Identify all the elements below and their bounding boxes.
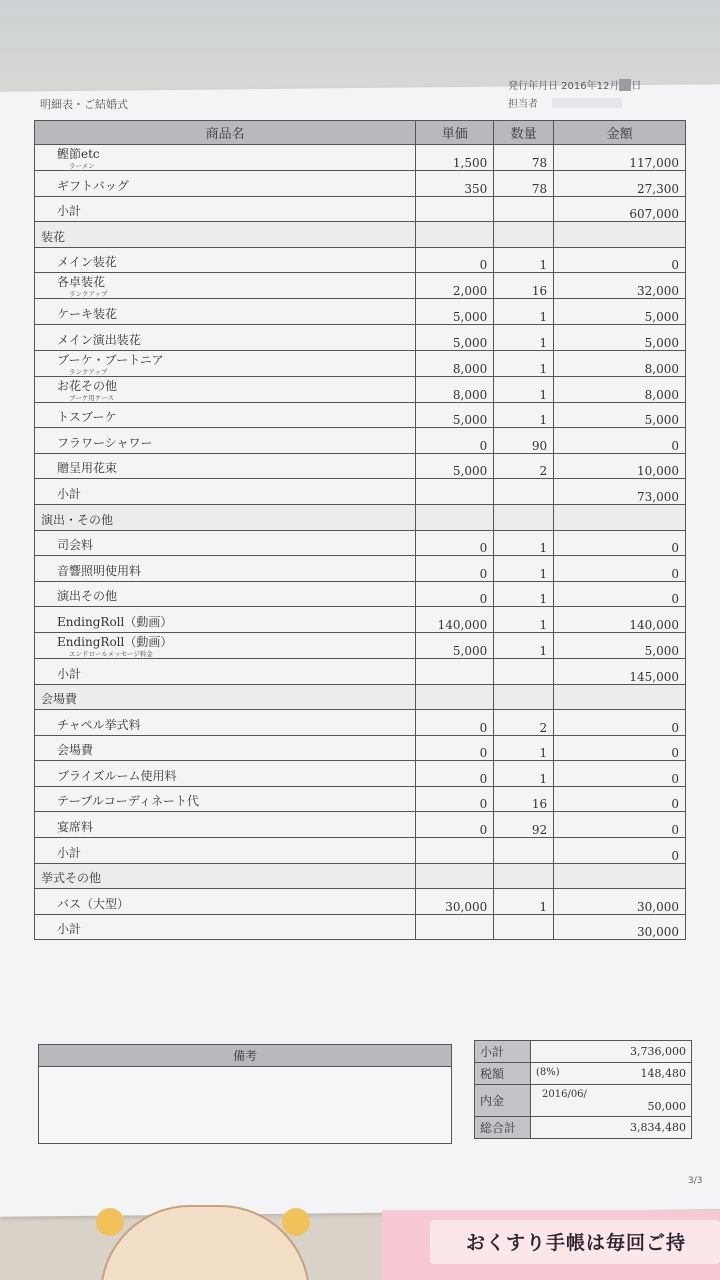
cell-amount: 5,000 bbox=[554, 402, 686, 428]
cell-unit-price: 5,000 bbox=[416, 299, 494, 325]
cell-amount: 8,000 bbox=[554, 376, 686, 402]
cell-amount bbox=[554, 222, 686, 248]
item-name: 会場費 bbox=[57, 743, 94, 758]
invoice-table bbox=[34, 120, 686, 940]
cell-amount: 32,000 bbox=[554, 273, 686, 299]
col-header-amount: 金額 bbox=[554, 121, 686, 145]
cell-unit-price: 5,000 bbox=[416, 453, 494, 479]
cell-quantity: 16 bbox=[494, 786, 554, 812]
remarks-box bbox=[38, 1044, 452, 1144]
deposit-date: 2016/06/ bbox=[542, 1088, 587, 1100]
cell-unit-price: 5,000 bbox=[416, 632, 494, 658]
table-row bbox=[35, 556, 686, 582]
totals-row-tax bbox=[475, 1063, 692, 1085]
cell-quantity bbox=[494, 504, 554, 530]
cell-name bbox=[35, 479, 416, 505]
cell-unit-price: 5,000 bbox=[416, 402, 494, 428]
cell-name bbox=[35, 581, 416, 607]
cell-unit-price bbox=[416, 196, 494, 222]
item-name: トスブーケ bbox=[57, 410, 117, 425]
cell-quantity bbox=[494, 914, 554, 940]
item-name: メイン装花 bbox=[57, 255, 117, 270]
cell-amount: 607,000 bbox=[554, 196, 686, 222]
cell-quantity: 90 bbox=[494, 428, 554, 454]
cell-name bbox=[35, 914, 416, 940]
cell-name bbox=[35, 761, 416, 787]
cell-unit-price bbox=[416, 838, 494, 864]
issue-date-suffix: 日 bbox=[631, 81, 642, 92]
section-row bbox=[35, 863, 686, 889]
table-row bbox=[35, 761, 686, 787]
cell-amount: 5,000 bbox=[554, 632, 686, 658]
item-name: 贈呈用花束 bbox=[57, 461, 118, 476]
cell-name bbox=[35, 607, 416, 633]
cell-name bbox=[35, 735, 416, 761]
cell-unit-price: 0 bbox=[416, 530, 494, 556]
grand-total-value: 3,834,480 bbox=[531, 1117, 692, 1139]
table-row bbox=[35, 710, 686, 736]
item-name: 小計 bbox=[57, 922, 82, 937]
cell-amount: 117,000 bbox=[554, 145, 686, 171]
item-name: 司会料 bbox=[57, 538, 94, 553]
cell-unit-price bbox=[416, 222, 494, 248]
cell-unit-price: 2,000 bbox=[416, 273, 494, 299]
item-note: ランクアップ bbox=[69, 367, 108, 376]
cell-amount: 140,000 bbox=[554, 607, 686, 633]
table-row bbox=[35, 889, 686, 915]
redacted-day bbox=[619, 79, 631, 91]
cell-name bbox=[35, 863, 416, 889]
col-header-quantity: 数量 bbox=[494, 121, 554, 145]
cell-quantity bbox=[494, 479, 554, 505]
tax-cell bbox=[531, 1063, 692, 1085]
table-row bbox=[35, 247, 686, 273]
cell-unit-price bbox=[416, 658, 494, 684]
cell-quantity: 78 bbox=[494, 145, 554, 171]
cell-quantity: 1 bbox=[494, 530, 554, 556]
cell-amount: 30,000 bbox=[554, 889, 686, 915]
item-name: EndingRoll（動画） bbox=[57, 634, 173, 649]
cell-name bbox=[35, 453, 416, 479]
cell-unit-price: 0 bbox=[416, 735, 494, 761]
subtotal-row bbox=[35, 196, 686, 222]
table-row bbox=[35, 530, 686, 556]
cell-unit-price bbox=[416, 479, 494, 505]
cell-amount: 27,300 bbox=[554, 171, 686, 197]
cell-amount: 0 bbox=[554, 812, 686, 838]
item-name: お花その他 bbox=[57, 378, 118, 393]
cell-amount: 0 bbox=[554, 710, 686, 736]
remarks-header: 備考 bbox=[39, 1045, 451, 1067]
cell-quantity: 2 bbox=[494, 710, 554, 736]
cell-name bbox=[35, 222, 416, 248]
cell-name bbox=[35, 145, 416, 171]
redacted-staff-name bbox=[552, 98, 622, 108]
item-note: ランクアップ bbox=[69, 290, 108, 299]
tax-label: 税額 bbox=[475, 1063, 531, 1085]
cell-quantity: 1 bbox=[494, 324, 554, 350]
cell-unit-price: 0 bbox=[416, 556, 494, 582]
cell-name bbox=[35, 171, 416, 197]
cell-quantity: 1 bbox=[494, 299, 554, 325]
item-name: メイン演出装花 bbox=[57, 332, 141, 347]
issue-date-label: 発行年月日 2016年12月 bbox=[508, 81, 620, 92]
staff-label: 担当者 bbox=[508, 99, 538, 110]
item-name: 挙式その他 bbox=[41, 871, 102, 886]
table-row bbox=[35, 607, 686, 633]
cell-quantity: 1 bbox=[494, 376, 554, 402]
cell-amount: 30,000 bbox=[554, 914, 686, 940]
table-row bbox=[35, 350, 686, 376]
table-header-row bbox=[35, 121, 686, 145]
item-name: チャペル挙式料 bbox=[57, 717, 141, 732]
cell-name bbox=[35, 710, 416, 736]
item-name: 音響照明使用料 bbox=[57, 563, 142, 578]
item-name: ブーケ・ブートニア bbox=[57, 352, 164, 367]
cell-quantity: 1 bbox=[494, 735, 554, 761]
cell-unit-price bbox=[416, 504, 494, 530]
cell-unit-price: 350 bbox=[416, 171, 494, 197]
cell-amount: 5,000 bbox=[554, 299, 686, 325]
cell-unit-price bbox=[416, 684, 494, 710]
cell-amount: 10,000 bbox=[554, 453, 686, 479]
item-name: 装花 bbox=[41, 229, 66, 244]
table-row bbox=[35, 786, 686, 812]
document-title: 明細表・ご結婚式 bbox=[40, 98, 128, 111]
subtotal-row bbox=[35, 658, 686, 684]
cell-quantity bbox=[494, 863, 554, 889]
cell-name bbox=[35, 812, 416, 838]
col-header-unit-price: 単価 bbox=[416, 121, 494, 145]
table-row bbox=[35, 812, 686, 838]
table-row bbox=[35, 428, 686, 454]
item-name: 小計 bbox=[57, 486, 82, 501]
cell-amount: 0 bbox=[554, 247, 686, 273]
table-row bbox=[35, 632, 686, 658]
item-name: EndingRoll（動画） bbox=[57, 614, 173, 629]
cell-amount: 0 bbox=[554, 838, 686, 864]
table-row bbox=[35, 735, 686, 761]
page-number: 3/3 bbox=[688, 1176, 703, 1186]
cell-unit-price: 0 bbox=[416, 581, 494, 607]
bear-ear-right bbox=[282, 1208, 310, 1236]
totals-table bbox=[474, 1040, 692, 1139]
cell-unit-price: 0 bbox=[416, 428, 494, 454]
subtotal-label: 小計 bbox=[475, 1041, 531, 1063]
cell-amount: 5,000 bbox=[554, 324, 686, 350]
item-name: 各卓装花 bbox=[57, 275, 106, 290]
cell-name bbox=[35, 632, 416, 658]
subtotal-row bbox=[35, 479, 686, 505]
deposit-value: 50,000 bbox=[647, 1099, 686, 1113]
cell-unit-price: 140,000 bbox=[416, 607, 494, 633]
cell-amount: 73,000 bbox=[554, 479, 686, 505]
cell-name bbox=[35, 428, 416, 454]
cell-unit-price bbox=[416, 863, 494, 889]
cell-quantity: 1 bbox=[494, 581, 554, 607]
item-name: テーブルコーディネート代 bbox=[57, 794, 199, 809]
table-row bbox=[35, 324, 686, 350]
col-header-name: 商品名 bbox=[35, 121, 416, 145]
cell-name bbox=[35, 350, 416, 376]
cell-quantity: 1 bbox=[494, 556, 554, 582]
cell-unit-price: 0 bbox=[416, 786, 494, 812]
cell-unit-price bbox=[416, 914, 494, 940]
item-name: バス（大型） bbox=[57, 896, 130, 911]
item-name: 演出・その他 bbox=[41, 512, 114, 527]
cell-unit-price: 0 bbox=[416, 247, 494, 273]
section-row bbox=[35, 504, 686, 530]
item-name: 宴席料 bbox=[57, 820, 94, 835]
cell-name bbox=[35, 376, 416, 402]
section-row bbox=[35, 684, 686, 710]
issue-info bbox=[508, 78, 641, 114]
cell-amount bbox=[554, 504, 686, 530]
cell-quantity bbox=[494, 658, 554, 684]
grand-total-label: 総合計 bbox=[475, 1117, 531, 1139]
cell-quantity: 1 bbox=[494, 247, 554, 273]
deposit-cell bbox=[531, 1085, 692, 1117]
cell-name bbox=[35, 530, 416, 556]
cell-quantity: 1 bbox=[494, 350, 554, 376]
cell-name bbox=[35, 838, 416, 864]
cell-amount: 0 bbox=[554, 735, 686, 761]
cell-amount: 0 bbox=[554, 761, 686, 787]
cell-amount: 0 bbox=[554, 556, 686, 582]
item-name: ギフトバッグ bbox=[57, 178, 129, 193]
cell-quantity bbox=[494, 222, 554, 248]
cell-amount: 0 bbox=[554, 428, 686, 454]
table-row bbox=[35, 581, 686, 607]
cell-amount bbox=[554, 684, 686, 710]
cell-quantity bbox=[494, 838, 554, 864]
cell-quantity: 78 bbox=[494, 171, 554, 197]
item-name: フラワーシャワー bbox=[57, 435, 153, 450]
cell-quantity: 2 bbox=[494, 453, 554, 479]
item-name: 小計 bbox=[57, 204, 82, 219]
table-row bbox=[35, 299, 686, 325]
cell-amount: 145,000 bbox=[554, 658, 686, 684]
cell-quantity: 92 bbox=[494, 812, 554, 838]
cell-name bbox=[35, 786, 416, 812]
cell-name bbox=[35, 402, 416, 428]
item-name: ケーキ装花 bbox=[57, 306, 118, 321]
sign-text: おくすり手帳は毎回ご持 bbox=[466, 1232, 687, 1254]
cell-quantity: 1 bbox=[494, 889, 554, 915]
tax-rate: (8%) bbox=[536, 1067, 560, 1078]
item-name: 会場費 bbox=[41, 692, 78, 707]
item-note: エンドロールメッセージ料金 bbox=[69, 649, 153, 658]
cell-name bbox=[35, 324, 416, 350]
tax-value: 148,480 bbox=[640, 1067, 686, 1080]
cell-quantity bbox=[494, 196, 554, 222]
cell-quantity bbox=[494, 684, 554, 710]
cell-amount: 8,000 bbox=[554, 350, 686, 376]
item-name: 小計 bbox=[57, 666, 82, 681]
totals-row-subtotal bbox=[475, 1041, 692, 1063]
table-row bbox=[35, 376, 686, 402]
table-row bbox=[35, 402, 686, 428]
cell-name bbox=[35, 556, 416, 582]
subtotal-row bbox=[35, 914, 686, 940]
cell-name bbox=[35, 658, 416, 684]
cell-unit-price: 5,000 bbox=[416, 324, 494, 350]
item-name: 鰹節etc bbox=[57, 147, 100, 161]
cell-amount: 0 bbox=[554, 786, 686, 812]
table-row bbox=[35, 171, 686, 197]
item-name: 小計 bbox=[57, 845, 82, 860]
cell-name bbox=[35, 273, 416, 299]
cell-unit-price: 0 bbox=[416, 761, 494, 787]
table-row bbox=[35, 145, 686, 171]
cell-quantity: 16 bbox=[494, 273, 554, 299]
cell-unit-price: 0 bbox=[416, 812, 494, 838]
cell-name bbox=[35, 889, 416, 915]
item-name: ブライズルーム使用料 bbox=[57, 768, 177, 783]
cell-unit-price: 8,000 bbox=[416, 350, 494, 376]
cell-unit-price: 0 bbox=[416, 710, 494, 736]
item-note: ラーメン bbox=[69, 162, 95, 170]
cell-name bbox=[35, 247, 416, 273]
table-row bbox=[35, 273, 686, 299]
item-name: 演出その他 bbox=[57, 589, 118, 604]
table-row bbox=[35, 453, 686, 479]
totals-row-grand bbox=[475, 1117, 692, 1139]
cell-unit-price: 8,000 bbox=[416, 376, 494, 402]
section-row bbox=[35, 222, 686, 248]
deposit-label: 内金 bbox=[475, 1085, 531, 1117]
cell-unit-price: 30,000 bbox=[416, 889, 494, 915]
subtotal-value: 3,736,000 bbox=[531, 1041, 692, 1063]
cell-quantity: 1 bbox=[494, 632, 554, 658]
cell-amount bbox=[554, 863, 686, 889]
cell-quantity: 1 bbox=[494, 402, 554, 428]
bear-ear-left bbox=[96, 1208, 124, 1236]
totals-row-deposit bbox=[475, 1085, 692, 1117]
cell-quantity: 1 bbox=[494, 607, 554, 633]
cell-name bbox=[35, 504, 416, 530]
cell-quantity: 1 bbox=[494, 761, 554, 787]
cell-unit-price: 1,500 bbox=[416, 145, 494, 171]
cell-name bbox=[35, 196, 416, 222]
subtotal-row bbox=[35, 838, 686, 864]
cell-amount: 0 bbox=[554, 581, 686, 607]
cell-name bbox=[35, 684, 416, 710]
cell-amount: 0 bbox=[554, 530, 686, 556]
item-note: ブーケ用ケース bbox=[69, 393, 114, 402]
cell-name bbox=[35, 299, 416, 325]
